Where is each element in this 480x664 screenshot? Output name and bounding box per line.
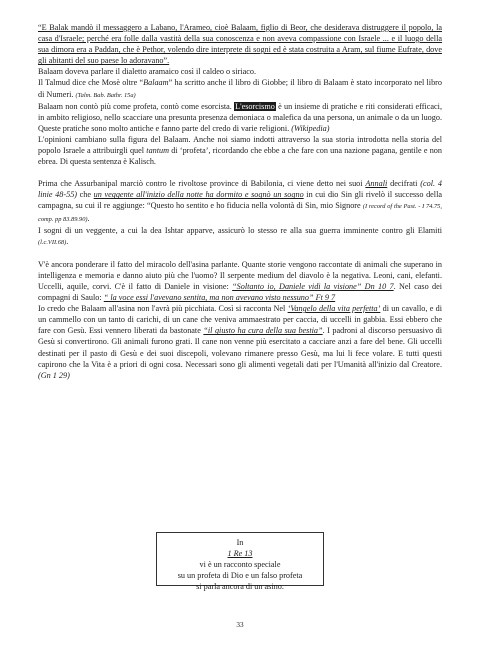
text-run: Balaam	[143, 78, 169, 88]
text-run: che	[77, 190, 94, 200]
note-box-line: su un profeta di Dio e un falso profeta	[177, 571, 303, 580]
paragraph-dialect	[38, 66, 442, 77]
text-run: Annali	[365, 179, 388, 189]
paragraph-assurbanipal	[38, 178, 442, 224]
spacer	[38, 167, 442, 178]
page-number: 33	[236, 621, 244, 629]
note-box-line: vi è un racconto speciale	[199, 560, 281, 569]
text-run: (col. 4 linie 48-55)	[38, 179, 442, 200]
paragraph-gospel-animals	[38, 303, 442, 381]
paragraph-quote-balak	[38, 22, 442, 66]
text-run: (I record of the Past. - I 74.75, comp. pp 83.89.90)	[38, 203, 442, 223]
note-box-line: In	[236, 538, 244, 547]
text-run: “E Balak mandò il messaggero a Labano, l'Arameo, cioè Balaam, figlio di Beor, che desiderava distruggere il popolo, la casa d'Israele; perché era folle dalla vastità della sua conoscenza e non aveva compassione con Israele ... e il luogo della sua dimora era a Paddan, che è Pethor, volendo dire interprete di sogni ed è stata costruita a Aram, sul fiume Eufrate, dove gli abitanti del suo paese lo adoravano”.	[38, 23, 442, 66]
text-run: Balaam non contò più come profeta, contò come esorcista.	[38, 101, 235, 111]
paragraph-talmud	[38, 77, 442, 100]
text-run: “il giusto ha cura della sua bestia”	[203, 326, 323, 336]
text-run: Prima che Assurbanipal marciò contro le rivoltose province di Babilonia, ci viene detto nei suoi	[38, 179, 366, 189]
text-run: L'opinioni cambiano sulla figura del Balaam. Anche noi siamo indotti attraverso la sua storia introdotta nella storia del popolo Israele a attribuirgli quel	[38, 134, 442, 156]
text-run: V'è ancora ponderare il fatto del miracolo dell'asina parlante. Quante storie vengono raccontate di animali che superano in intelligenza e memoria e danno aiuto più che l'uomo? Il serpente medium del diavolo è la negativa. Leoni, cani, elefanti. Uccelli, aquile, corvi. C'è il fatto di Daniele in visione:	[38, 259, 442, 291]
text-run: (Talm. Bab. Bathr. 15a)	[75, 91, 136, 99]
text-run: un veggente all'inizio della notte ha dormito e sognò un sogno	[93, 190, 304, 200]
text-run: “Soltanto io, Daniele vidi la visione” Dn 10 7	[232, 281, 394, 291]
spacer	[38, 248, 442, 259]
text-run: è un insieme di pratiche e riti considerati efficaci, in ambito religioso, nello scacciare una presunta presenza demoniaca o malefica da una persona, un animale o da un luogo. Queste pratiche sono molto antiche e fanno parte del credo di varie religioni.	[38, 101, 442, 133]
text-run: (l.c.VII.68)	[38, 238, 67, 246]
text-run: . Nel caso dei compagni di Saulo:	[38, 281, 443, 303]
paragraph-ishtar-dreams	[38, 225, 442, 248]
paragraph-talking-donkey	[38, 259, 442, 303]
text-run: di ‘profeta’, ricordando che ebbe a che fare con una nazione pagana, gentile e non ebrea. Di questa sentenza è Kalisch.	[38, 146, 442, 167]
text-run: .	[66, 236, 69, 246]
text-run: “ la voce essi l'avevano sentita, ma non avevano visto nessuno” Ft 9 7	[103, 293, 336, 303]
text-run: I sogni di un veggente, a cui la dea Ishtar apparve, assicurò lo stesso re alla sua guerra imminente contro gli Elamiti	[38, 225, 442, 235]
text-run: (Wikipedia)	[291, 123, 330, 133]
paragraph-opinions	[38, 134, 442, 167]
text-run: ” ha scritto anche il libro di Giobbe; il libro di Balaam è stato incorporato nel libro di Numeri.	[38, 78, 442, 99]
paragraph-exorcism	[38, 101, 442, 134]
text-run: Balaam doveva parlare il dialetto aramaico così il caldeo o siriaco.	[38, 67, 257, 77]
text-run: decifrati	[387, 179, 421, 189]
note-box	[156, 532, 324, 591]
text-run: .	[87, 213, 90, 223]
text-run: L'esorcismo	[235, 101, 275, 111]
text-run: (Gn 1 29)	[38, 370, 70, 380]
text-run: tantum	[146, 146, 170, 156]
text-run: Il Talmud dice che Mosè oltre “	[38, 78, 144, 88]
text-run: . I padroni al discorso persuasivo di Gesù si convertirono. Gli animali furono grati. Il cane non venne più esercitato a cacciare anzi a fare del bene. Gli uccelli destinati per il pasto di Gesù e dei suoi discepoli, volevano rimanere presso Gesù, ma lui li fece volare. E tutti questi capirono che la Vita è a priori di ogni cosa. Necessari sono gli alimenti vegetali dati per l'Umanità all'inizio dal Creatore.	[38, 326, 442, 369]
text-run: di un cavallo, e di un cammello con un tanto di carichi, di un cane che veniva ammaestrato per caccia, di uccelli in gabbia. Essi ebbero che fare con Gesù. Essi vennero liberati da bastonate	[38, 304, 442, 336]
text-run: ‘Vangelo della vita perfetta’	[287, 304, 381, 314]
note-box-line: si parla ancora di un asino.	[196, 582, 284, 591]
text-run: Io credo che Balaam all'asina non l'avrà più picchiata. Così si racconta Nel	[38, 304, 288, 314]
note-box-reference: 1 Re 13	[227, 549, 253, 558]
text-run: in cui dio Sin gli rivelò il successo della campagna, su cui il re aggiunge: “Questo ho sentito e ho fiducia nella volontà di Sin, mio Signore	[38, 190, 442, 211]
